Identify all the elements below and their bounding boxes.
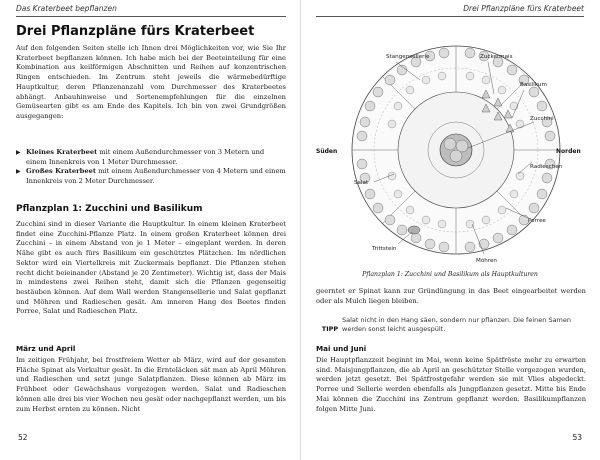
subheading-maerz-april: März und April xyxy=(16,344,76,353)
arrow-icon: ▶ xyxy=(16,149,21,156)
running-head-right: Drei Pflanzpläne fürs Kraterbeet xyxy=(463,4,584,13)
page-number-left: 52 xyxy=(18,433,28,442)
zucchini-center xyxy=(440,134,472,166)
header-rule-right xyxy=(316,16,584,17)
tip-text: Salat nicht in den Hang säen, sondern nur pflanzen. Die feinen Samen werden sonst leicht ausgespült. xyxy=(342,316,572,334)
label-stangensellerie: Stangensellerie xyxy=(386,54,430,60)
label-norden: Norden xyxy=(556,148,581,155)
label-basilikum: Basilikum xyxy=(520,82,547,88)
tip-badge xyxy=(320,315,340,339)
label-moehren: Möhren xyxy=(476,258,497,264)
page-number-right: 53 xyxy=(572,433,582,442)
section-heading: Pflanzplan 1: Zucchini und Basilikum xyxy=(16,204,203,214)
label-sueden: Süden xyxy=(316,148,338,155)
section-paragraph: Zucchini sind in dieser Variante die Hauptkultur. In einem kleinen Kraterbeet findet eine Zucchini-Pflanze Platz. In einem großen Kraterbeet können drei Zucchini – in einem Abstand von je 1 Meter – eingeplant werden. In deren Nähe gibt es auch fürs Basilikum ein geschütztes Plätzchen. Im nördlichen Sektor wird ein Viertelkreis mit Zuckermais bepflanzt. Die Pflanzen stehen recht dicht beieinander (Abstand je 20 Zentimeter). Wichtig ist, dass der Mais in mindestens zwei Reihen steht, damit sich die Pflanzen gegenseitig bestäuben können. Auf dem Wall werden Stangensellerie und Salat gepflanzt und Möhren und Radieschen gesät. Am inneren Hang des Beetes finden Porree, Salat und Radieschen Platz. xyxy=(16,220,286,316)
arrow-icon: ▶ xyxy=(16,168,21,176)
subheading-mai-juni: Mai und Juni xyxy=(316,344,367,353)
size-list xyxy=(16,148,286,187)
stepping-stone xyxy=(408,226,420,234)
list-item xyxy=(16,148,286,167)
intro-paragraph: Auf den folgenden Seiten stelle ich Ihnen drei Möglichkeiten vor, wie Sie Ihr Kraterbeet bepflanzen können. Ich habe mich bei der Beeteinteilung für eine Kombination aus keilförmigen Abschnitten und Reihen auf konzentrischen Ringen entschieden. Im Zentrum steht jeweils die wärmebedürftige Hauptkultur, deren Pflanzenanzahl vom Durchmesser des Kraterbeetes abhängt. Anbauhinweise und Sortenempfehlungen für die einzelnen Gemüsearten gibt es am Ende des Kapitels. Ich bin von zwei Grundgrößen ausgegangen: xyxy=(16,44,286,120)
label-zuckermais: Zuckermais xyxy=(480,54,513,60)
tip-label: TIPP xyxy=(321,325,339,333)
running-head-left: Das Kraterbeet bepflanzen xyxy=(16,4,117,13)
label-salat: Salat xyxy=(354,180,369,186)
header-rule-left xyxy=(16,16,286,17)
page-title: Drei Pflanzpläne fürs Kraterbeet xyxy=(16,24,255,39)
list-item-bold: Kleines Kraterbeet xyxy=(26,148,98,156)
list-item-text: mit einem Außendurchmesser von 4 Metern und einem Innenkreis von 2 Meter Durchmesser. xyxy=(26,167,286,186)
list-item-bold: Großes Kraterbeet xyxy=(26,167,96,176)
subsection-paragraph: Im zeitigen Frühjahr, bei frostfreiem Wetter ab März, wird auf der gesamten Fläche Spinat als Vorkultur gesät. In die Ernteläcken sät man ab April Möhren und Radieschen und setzt junge Salatpflanzen. Diese können ab März im Frühbeet oder Gewächshaus vorgezogen werden. Salat und Radieschen können alle drei bis vier Wochen neu gesät oder nachgepflanzt werden, um bis zum Herbst ernten zu können. Nicht xyxy=(16,356,286,413)
continuation-paragraph: geerntet er Spinat kann zur Gründüngung in das Beet eingearbeitet werden oder als Mulch liegen bleiben. xyxy=(316,287,586,305)
figure-caption: Pflanzplan 1: Zucchini und Basilikum als Hauptkulturen xyxy=(362,271,538,278)
label-trittstein: Trittstein xyxy=(372,246,397,252)
subsection-paragraph-right: Die Hauptpflanzzeit beginnt im Mai, wenn keine Spätfröste mehr zu erwarten sind. Maisjungpflanzen, die ab April an geschützter Stelle vorgezogen wurden, werden jetzt gesetzt. Bei Spätfrostgefahr werden sie mit Vlies abgedeckt. Porree und Sellerie werden ebenfalls als Jungpflanzen gesetzt. Mitte bis Ende Mai können die Zucchini ins Zentrum gepflanzt werden. Basilikumpflanzen folgen Mitte Juni. xyxy=(316,356,586,413)
label-zucchini: Zucchini xyxy=(530,116,554,122)
label-porree: Porree xyxy=(528,218,546,224)
list-item-text: mit einem Außendurchmesser von 3 Metern und einem Innenkreis von 1 Meter Durchmesser. xyxy=(26,148,265,166)
planting-plan-diagram xyxy=(316,22,586,277)
list-item xyxy=(16,167,286,186)
right-page xyxy=(300,0,600,460)
label-radieschen: Radieschen xyxy=(530,164,563,170)
